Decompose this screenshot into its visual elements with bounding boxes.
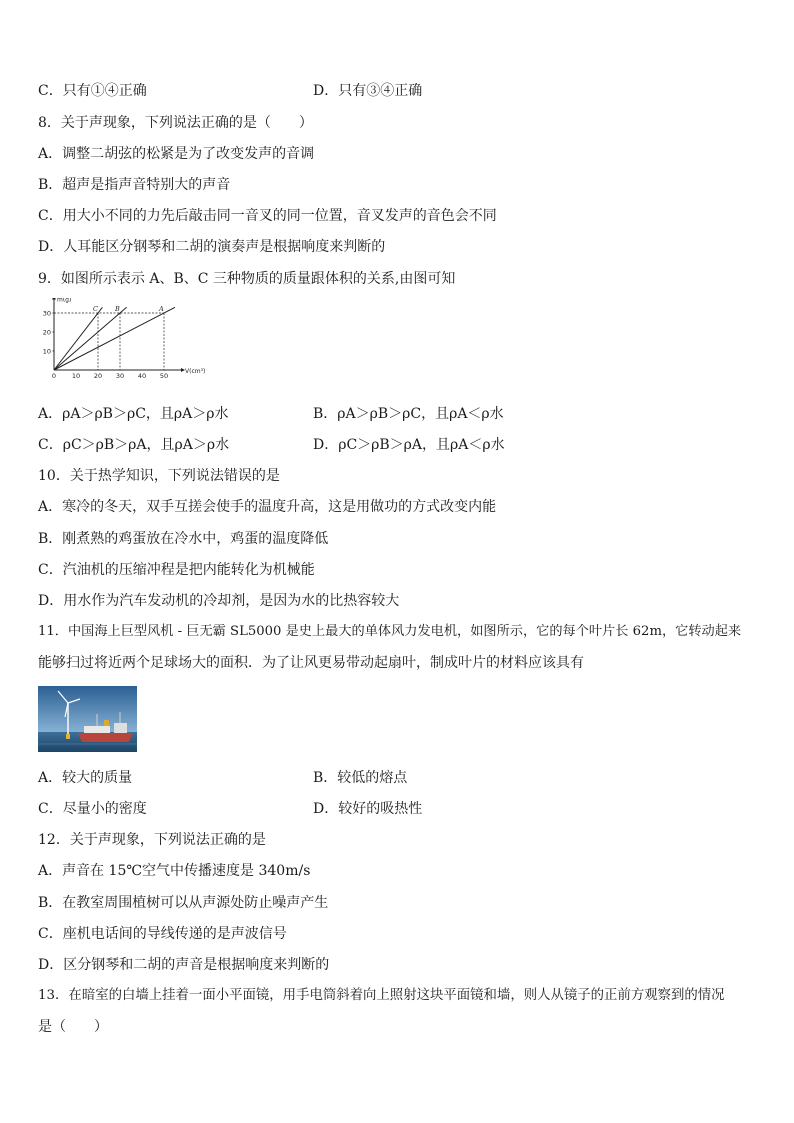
q11-option-d: D．较好的吸热性 — [313, 801, 423, 817]
y-axis-label: m(g) — [57, 298, 72, 304]
q9-stem: 9．如图所示表示 A、B、C 三种物质的质量跟体积的关系,由图可知 — [38, 271, 456, 287]
q9-option-b: B．ρA＞ρB＞ρC，且ρA＜ρ水 — [313, 406, 504, 422]
q8-stem: 8．关于声现象，下列说法正确的是（ ） — [38, 115, 313, 131]
series-line-c — [54, 307, 102, 370]
q9-option-d: D．ρC＞ρB＞ρA，且ρA＜ρ水 — [313, 437, 505, 453]
x-tick-label: 0 — [51, 372, 57, 380]
q11-option-c: C．尽量小的密度 — [38, 801, 147, 817]
q10-option-d: D．用水作为汽车发动机的冷却剂，是因为水的比热容较大 — [38, 593, 400, 609]
q9-option-c: C．ρC＞ρB＞ρA，且ρA＞ρ水 — [38, 437, 230, 453]
q13-stem-line1: 13．在暗室的白墙上挂着一面小平面镜，用手电筒斜着向上照射这块平面镜和墙，则人从镜子的正前方观察到的情况 — [38, 988, 725, 1003]
q11-stem-line2: 能够扫过将近两个足球场大的面积．为了让风更易带动起扇叶，制成叶片的材料应该具有 — [38, 655, 584, 671]
q12-stem: 12．关于声现象，下列说法正确的是 — [38, 832, 266, 848]
q10-option-c: C．汽油机的压缩冲程是把内能转化为机械能 — [38, 562, 315, 578]
q11-option-a: A．较大的质量 — [38, 770, 133, 786]
q11-option-b: B．较低的熔点 — [313, 770, 408, 786]
x-tick-label: 20 — [93, 372, 103, 380]
q12-option-d: D．区分钢琴和二胡的声音是根据响度来判断的 — [38, 957, 330, 973]
series-label-c: C — [93, 305, 98, 313]
q8-option-d: D．人耳能区分钢琴和二胡的演奏声是根据响度来判断的 — [38, 239, 386, 255]
series-line-a — [54, 307, 175, 370]
q8-option-c: C．用大小不同的力先后敲击同一音叉的同一位置，音叉发声的音色会不同 — [38, 208, 497, 224]
mass-volume-chart — [38, 298, 210, 382]
x-tick-label: 30 — [115, 372, 125, 380]
q8-option-a: A．调整二胡弦的松紧是为了改变发声的音调 — [38, 146, 315, 162]
q8-option-b: B．超声是指声音特别大的声音 — [38, 177, 231, 193]
q10-option-a: A．寒冷的冬天，双手互搓会使手的温度升高，这是用做功的方式改变内能 — [38, 499, 497, 515]
y-tick-label: 30 — [42, 309, 51, 318]
series-label-b: B — [115, 305, 120, 313]
q12-option-c: C．座机电话间的导线传递的是声波信号 — [38, 926, 287, 942]
q11-stem-line1: 11．中国海上巨型风机 - 巨无霸 SL5000 是史上最大的单体风力发电机，如图所示，它的每个叶片长 62m，它转动起来 — [38, 624, 742, 639]
wind-turbine-ship-photo — [38, 686, 137, 752]
q9-option-a: A．ρA＞ρB＞ρC，且ρA＞ρ水 — [38, 406, 229, 422]
x-tick-label: 50 — [159, 372, 169, 380]
x-axis-label: V(cm³) — [185, 368, 206, 375]
q12-option-a: A．声音在 15℃空气中传播速度是 340m/s — [38, 863, 311, 879]
q10-stem: 10．关于热学知识，下列说法错误的是 — [38, 468, 280, 484]
q7-option-d: D．只有③④正确 — [313, 83, 423, 99]
q7-option-c: C．只有①④正确 — [38, 83, 147, 99]
q10-option-b: B．刚煮熟的鸡蛋放在冷水中，鸡蛋的温度降低 — [38, 531, 329, 547]
q13-stem-line2: 是（ ） — [38, 1019, 108, 1035]
series-label-a: A — [159, 305, 164, 313]
q12-option-b: B．在教室周围植树可以从声源处防止噪声产生 — [38, 895, 329, 911]
y-tick-label: 10 — [42, 347, 51, 356]
x-tick-label: 10 — [71, 372, 81, 380]
x-tick-label: 40 — [137, 372, 147, 380]
y-tick-label: 20 — [42, 328, 51, 337]
series-line-b — [54, 307, 127, 370]
y-axis-arrow — [52, 298, 56, 300]
